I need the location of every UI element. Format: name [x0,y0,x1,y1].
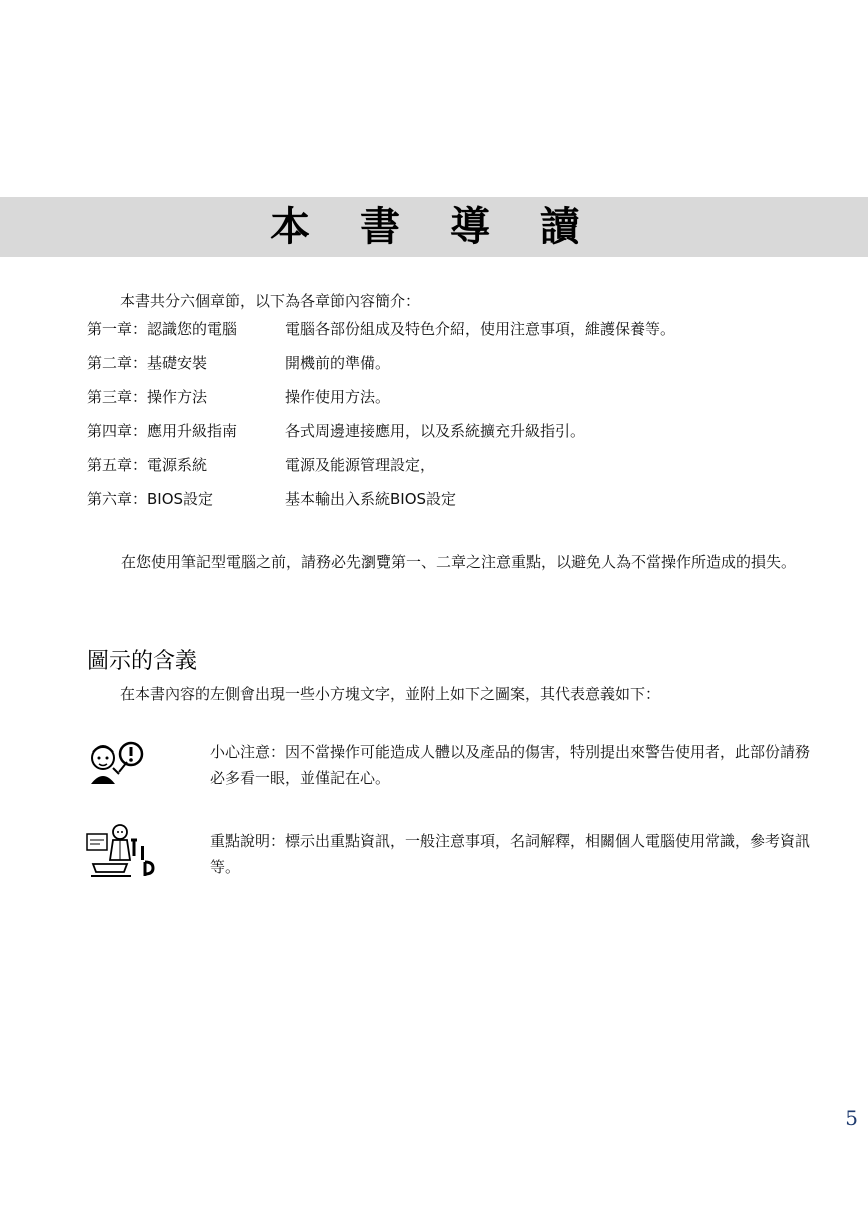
chapter-description: 電源及能源管理設定， [285,456,436,474]
tip-description: 重點說明：標示出重點資訊，一般注意事項，名詞解釋，相關個人電腦使用常識，參考資訊等。 [210,832,811,876]
chapter-title: 第五章：電源系統 [87,456,208,474]
intro-text: 本書共分六個章節，以下為各章節內容簡介： [120,292,421,310]
title-band [0,197,868,257]
tip-teacher-icon [85,822,165,882]
section-heading: 圖示的含義 [87,649,198,674]
chapter-description: 操作使用方法。 [285,388,391,406]
page-number: 5 [845,1106,858,1130]
chapter-title: 第一章：認識您的電腦 [87,320,238,338]
section-description: 在本書內容的左側會出現一些小方塊文字，並附上如下之圖案，其代表意義如下： [120,685,661,703]
chapter-title: 第六章：BIOS設定 [87,490,214,508]
chapter-title: 第二章：基礎安裝 [87,354,208,372]
chapter-description: 電腦各部份組成及特色介紹，使用注意事項，維護保養等。 [285,320,676,338]
caution-person-icon [85,738,165,798]
chapter-title: 第四章：應用升級指南 [87,422,238,440]
caution-description: 小心注意：因不當操作可能造成人體以及產品的傷害，特別提出來警告使用者，此部份請務必多看一眼，並僅記在心。 [210,743,811,787]
chapter-description: 開機前的準備。 [285,354,391,372]
warning-paragraph: 在您使用筆記型電腦之前，請務必先瀏覽第一、二章之注意重點，以避免人為不當操作所造成的損失。 [121,553,797,571]
page-title: 本 書 導 讀 [270,203,598,250]
chapter-description: 基本輸出入系統BIOS設定 [285,490,457,508]
chapter-title: 第三章：操作方法 [87,388,208,406]
chapter-description: 各式周邊連接應用，以及系統擴充升級指引。 [285,422,586,440]
